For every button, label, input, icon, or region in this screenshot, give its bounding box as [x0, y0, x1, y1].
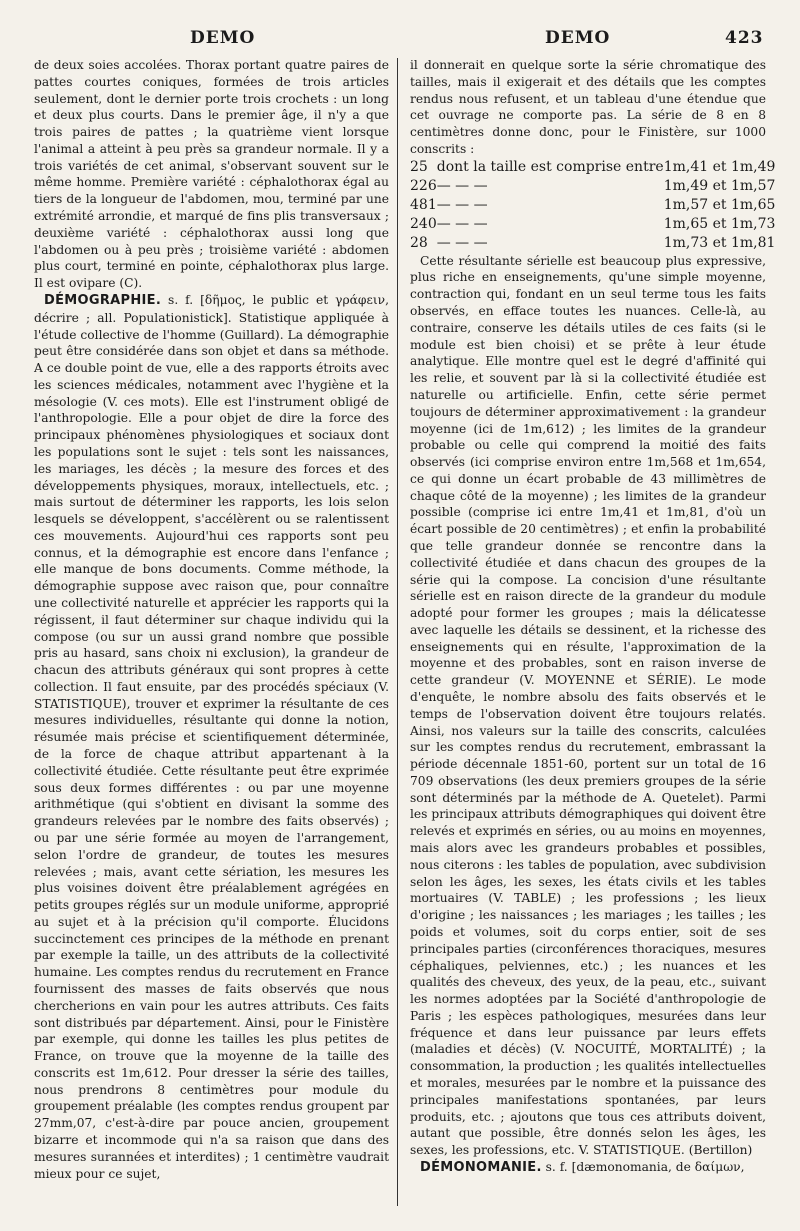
table-cell-count: 481 [410, 196, 437, 213]
table-cell-text: — — — [436, 196, 488, 213]
table-cell-count: 240 [410, 215, 437, 232]
entry-body-demographie: s. f. [δῆμος, le public et γράφειν, décrire ; all. Populationistick]. Statistique appliquée à l'étude collective de l'homme (Guillard). La démographie peut être considérée dans son objet et dans sa méthode. A ce double point de vue, elle a des rapports étroits avec les sciences médicales, notamment avec l'hygiène et la mésologie (V. ces mots). Elle est l'instrument obligé de l'anthropologie. Elle a pour objet de dire la force des principaux phénomènes physiologiques et sociaux dont les populations sont le sujet : tels sont les naissances, les mariages, les décès ; la mesure des forces et des développements physiques, moraux, intellectuels, etc. ; mais surtout de déterminer les rapports, les lois selon lesquels se développent, s'accélèrent ou se ralentissent ces mouvements. Aujourd'hui ces rapports sont peu connus, et la démographie est encore dans l'enfance ; elle manque de bons documents. Comme méthode, la démographie suppose avec raison que, pour connaître une collectivité naturelle et apprécier les rapports qui la régissent, il faut déterminer sur chaque individu qui la compose (ou sur un aussi grand nombre que possible pris au hasard, sans choix ni exclusion), la grandeur de chacun des attributs généraux qui sont propres à cette collection. Il faut ensuite, par des procédés spéciaux (V. STATISTIQUE), trouver et exprimer la résultante de ces mesures individuelles, résultante qui donne la notion, résumée mais précise et scientifiquement déterminée, de la force de chaque attribut appartenant à la collectivité étudiée. Cette résultante peut être exprimée sous deux formes différentes : ou par une moyenne arithmétique (qui s'obtient en divisant la somme des grandeurs relevées par le nombre des faits observés) ; ou par une série formée au moyen de l'arrangement, selon l'ordre de grandeur, de toutes les mesures relevées ; mais, avant cette sériation, les mesures les plus voisines doivent être préalablement agrégées en petits groupes réglés sur un module uniforme, approprié au sujet et à la précision qu'il comporte. Élucidons succinctement ces principes de la méthode en prenant par exemple la taille, un des attributs de la collectivité humaine. Les comptes rendus du recrutement en France fournissent des masses de faits observés que nous chercherions en vain pour les autres attributs. Ces faits sont distribués par département. Ainsi, pour le Finistère par exemple, qui donne les tailles les plus petites de France, on trouve que la moyenne de la taille des conscrits est 1m,612. Pour dresser la série des tailles, nous prendrons 8 centimètres pour module du groupement préalable (les comptes rendus groupent par 27mm,07, c'est-à-dire par pouce ancien, groupement bizarre et incommode qui n'a sa raison que dans des mesures surannées et interdites) ; 1 centimètre vaudrait mieux pour ce sujet, [34, 292, 389, 1181]
table-cell-range: 1m,65 et 1m,73 [663, 215, 776, 232]
page-number: 423 [725, 28, 764, 48]
entry-headword-demonomanie: DÉMONOMANIE. [420, 1159, 542, 1175]
header-left-title: DEMO [190, 28, 256, 48]
column-divider [397, 58, 398, 1206]
table-cell-text: — — — [436, 234, 488, 251]
table-row [410, 196, 775, 215]
table-row [410, 158, 775, 177]
table-cell-text: dont la taille est comprise entre [436, 158, 664, 175]
left-column [34, 57, 389, 1182]
table-cell-range: 1m,49 et 1m,57 [663, 177, 776, 194]
table-cell-text: — — — [436, 177, 488, 194]
table-cell-count: 226 [410, 177, 437, 194]
size-series-table [410, 158, 775, 253]
right-paragraph-2: Cette résultante sérielle est beaucoup plus expressive, plus riche en enseignements, qu'une simple moyenne, contraction qui, fondant en un seul terme tous les faits observés, en efface toutes les nuances. Celle-là, au contraire, conserve les détails utiles de ces faits (si le module est bien choisi) et se prête à leur étude analytique. Elle montre quel est le degré d'affinité qui les relie, et souvent par là si la collectivité étudiée est naturelle ou artificielle. Enfin, cette série permet toujours de déterminer approximativement : la grandeur moyenne (ici de 1m,612) ; les limites de la grandeur probable ou celle qui comprend la moitié des faits observés (ici comprise environ entre 1m,568 et 1m,654, ce qui donne un écart probable de 43 millimètres de chaque côté de la moyenne) ; les limites de la grandeur possible (comprise ici entre 1m,41 et 1m,81, d'où un écart possible de 20 centimètres) ; et enfin la probabilité que telle grandeur donnée se rencontre dans la collectivité étudiée et dans chacun des groupes de la série qui la compose. La concision d'une résultante sérielle est en raison directe de la grandeur du module adopté pour former les groupes ; mais la délicatesse avec laquelle les détails se dessinent, et la richesse des enseignements qui en résulte, l'approximation de la moyenne et des probables, sont en raison inverse de cette grandeur (V. MOYENNE et SÉRIE). Le mode d'enquête, le nombre absolu des faits observés et le temps de l'observation doivent être toujours relatés. Ainsi, nos valeurs sur la taille des conscrits, calculées sur les comptes rendus du recrutement, embrassant la période décennale 1851-60, portent sur un total de 16 709 observations (les deux premiers groupes de la série sont déterminés par la méthode de A. Quetelet). Parmi les principaux attributs démographiques qui doivent être relevés et exprimés en séries, ou au moins en moyennes, mais alors avec les grandeurs probables et possibles, nous citerons : les tables de population, avec subdivision selon les âges, les sexes, les états civils et les tables mortuaires (V. TABLE) ; les professions ; les lieux d'origine ; les naissances ; les mariages ; les tailles ; les poids et volumes, soit du corps entier, soit de ses principales parties (circonférences thoraciques, mesures céphaliques, pelviennes, etc.) ; les nuances et les qualités des cheveux, des yeux, de la peau, etc., suivant les normes adoptées par la Société d'anthropologie de Paris ; les espèces pathologiques, mesurées dans leur fréquence et dans leur puissance par leurs effets (maladies et décès) (V. NOCUITÉ, MORTALITÉ) ; la consommation, la production ; les qualités intellectuelles et morales, mesurées par le nombre et la puissance des principales manifestations spontanées, par leurs produits, etc. ; ajoutons que tous ces attributs doivent, autant que possible, être donnés selon les âges, les sexes, les professions, etc. V. STATISTIQUE. (Bertillon) [410, 253, 766, 1158]
table-cell-text: — — — [436, 215, 488, 232]
table-cell-range: 1m,73 et 1m,81 [663, 234, 776, 251]
table-row [410, 177, 775, 196]
header-right-title: DEMO [545, 28, 611, 48]
table-cell-count: 25 [410, 158, 428, 175]
entry-body-demonomanie: s. f. [dæmonomania, de δαίμων, [541, 1159, 745, 1174]
entry-headword-demographie: DÉMOGRAPHIE. [44, 292, 162, 308]
table-row [410, 234, 775, 253]
running-header [0, 22, 800, 52]
table-cell-range: 1m,57 et 1m,65 [663, 196, 776, 213]
entry-demographie [34, 292, 389, 1182]
right-paragraph-1: il donnerait en quelque sorte la série chromatique des tailles, mais il exigerait et des détails que les comptes rendus nous refusent, et un tableau d'une étendue que cet ouvrage ne comporte pas. La série de 8 en 8 centimètres donne donc, pour le Finistère, sur 1000 conscrits : [410, 58, 766, 156]
left-paragraph-1: de deux soies accolées. Thorax portant quatre paires de pattes courtes coniques, formées de trois articles seulement, dont le dernier porte trois crochets : un long et deux plus courts. Dans le premier âge, il n'y a que trois paires de pattes ; la quatrième vient lorsque l'animal a atteint à peu près sa grandeur normale. Il y a trois variétés de cet animal, s'observant souvent sur le même homme. Première variété : céphalothorax égal au tiers de la longueur de l'abdomen, mou, terminé par une extrémité arrondie, et marqué de fins plis transversaux ; deuxième variété : céphalothorax aussi long que l'abdomen ou à peu près ; troisième variété : abdomen plus court, terminé en pointe, céphalothorax plus large. Il est ovipare (C). [34, 58, 389, 291]
table-cell-range: 1m,41 et 1m,49 [663, 158, 776, 175]
table-row [410, 215, 775, 234]
entry-demonomanie [410, 1159, 766, 1177]
right-column [410, 57, 776, 1177]
table-cell-count: 28 [410, 234, 428, 251]
